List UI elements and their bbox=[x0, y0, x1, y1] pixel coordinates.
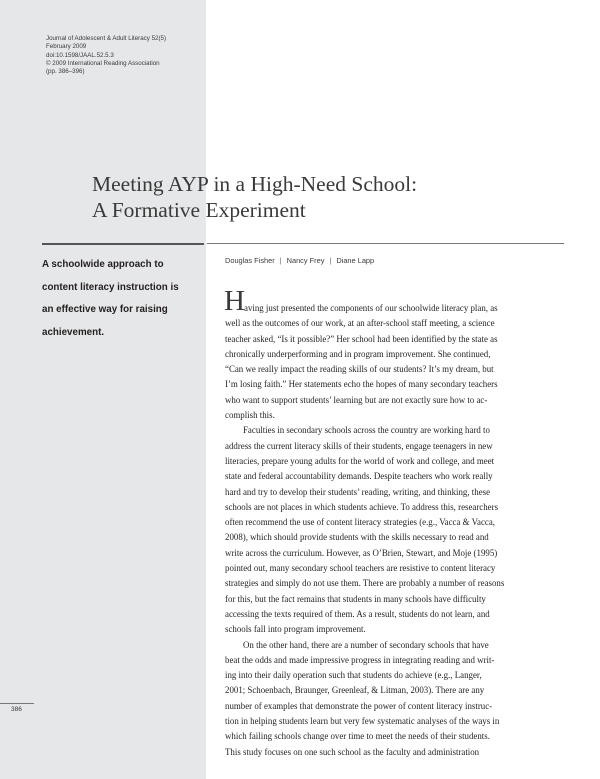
body-line: On the other hand, there are a number of secondary schools that have bbox=[243, 639, 489, 650]
journal-copyright: © 2009 International Reading Association bbox=[46, 59, 160, 67]
journal-pages: (pp. 386–396) bbox=[46, 68, 85, 76]
body-line: which failing schools change over time to meet the needs of their students. bbox=[225, 731, 490, 742]
body-line: number of examples that demonstrate the power of content literacy instruc- bbox=[225, 700, 493, 711]
pull-quote-line: A schoolwide approach to bbox=[42, 259, 164, 270]
body-line: well as the outcomes of our work, at an after-school staff meeting, a science bbox=[225, 318, 495, 329]
drop-cap: H bbox=[224, 285, 245, 317]
body-line: write across the curriculum. However, as O’Brien, Stewart, and Moje (1995) bbox=[225, 547, 498, 558]
paragraph bbox=[225, 423, 545, 637]
paragraph bbox=[224, 285, 545, 423]
pull-quote bbox=[42, 254, 204, 344]
author-separator: | bbox=[279, 256, 282, 265]
body-line: who want to support students’ learning but are not exactly sure how to ac- bbox=[225, 394, 488, 405]
body-line: address the current literacy skills of their students, engage teenagers in new bbox=[225, 440, 493, 451]
journal-citation: Journal of Adolescent & Adult Literacy 52(5) bbox=[46, 35, 167, 42]
author-name: Douglas Fisher bbox=[225, 256, 275, 265]
pull-quote-line: content literacy instruction is bbox=[42, 281, 179, 293]
body-line: chronically underperforming and in program improvement. She continued, bbox=[225, 348, 491, 359]
pull-quote-divider bbox=[42, 243, 204, 245]
page-number: 386 bbox=[11, 706, 22, 713]
body-line: I’m losing faith.” Her statements echo the hopes of many secondary teachers bbox=[225, 379, 498, 390]
body-line: strategies and simply do not use them. There are probably a number of reasons bbox=[225, 578, 505, 589]
journal-date: February 2009 bbox=[46, 43, 87, 51]
author-divider bbox=[207, 243, 564, 244]
body-line: state and federal accountability demands. Despite teachers who work really bbox=[225, 471, 493, 482]
body-line: complish this. bbox=[225, 410, 275, 421]
paragraph bbox=[225, 638, 545, 760]
pull-quote-line: achievement. bbox=[42, 326, 105, 338]
body-line: beat the odds and made impressive progress in integrating reading and writ- bbox=[225, 654, 495, 665]
body-line: pointed out, many secondary school teachers are resistive to content literacy bbox=[225, 563, 496, 574]
article-title bbox=[92, 171, 552, 223]
body-line-text: aving just presented the components of our schoolwide literacy plan, as bbox=[244, 303, 498, 313]
body-line: often recommend the use of content literacy strategies (e.g., Vacca & Vacca, bbox=[225, 517, 495, 528]
article-body bbox=[224, 285, 545, 760]
body-line: schools are not places in which students achieve. To address this, researchers bbox=[225, 501, 499, 512]
body-line: teacher asked, “Is it possible?” Her school had been identified by the state as bbox=[225, 333, 498, 344]
body-line: 2001; Schoenbach, Braunger, Greenleaf, & Litman, 2003). There are any bbox=[225, 685, 485, 696]
body-line: tion in helping students learn but very few systematic analyses of the ways in bbox=[225, 716, 500, 727]
body-line: This study focuses on one such school as the faculty and administration bbox=[225, 746, 480, 757]
body-line: hard and try to develop their students’ reading, writing, and thinking, these bbox=[225, 486, 491, 497]
page-number-rule bbox=[0, 703, 34, 704]
body-line: 2008), which should provide students with the skills necessary to read and bbox=[225, 532, 489, 543]
pull-quote-line: an effective way for raising bbox=[42, 304, 168, 315]
journal-metadata bbox=[46, 35, 204, 76]
author-name: Nancy Frey bbox=[286, 256, 325, 265]
body-line: accessing the texts required of them. As a result, students do not learn, and bbox=[225, 608, 490, 619]
body-line bbox=[224, 285, 545, 317]
body-line: schools fall into program improvement. bbox=[225, 624, 366, 635]
journal-doi: doi:10.1598/JAAL.52.5.3 bbox=[46, 51, 114, 59]
body-line: Faculties in secondary schools across the country are working hard to bbox=[243, 425, 490, 436]
article-title-line-1: Meeting AYP in a High-Need School: bbox=[92, 172, 418, 196]
body-line: “Can we really impact the reading skills of our students? It’s my dream, but bbox=[225, 364, 494, 375]
author-name: Diane Lapp bbox=[336, 256, 375, 265]
article-title-line-2: A Formative Experiment bbox=[92, 198, 306, 222]
gray-header-block bbox=[0, 0, 206, 779]
author-separator: | bbox=[329, 256, 332, 265]
body-line: literacies, prepare young adults for the world of work and college, and meet bbox=[225, 455, 495, 466]
body-line: ing into their daily operation such that students do achieve (e.g., Langer, bbox=[225, 670, 482, 681]
author-byline bbox=[225, 256, 555, 265]
body-line: for this, but the fact remains that students in many schools have difficulty bbox=[225, 593, 486, 604]
